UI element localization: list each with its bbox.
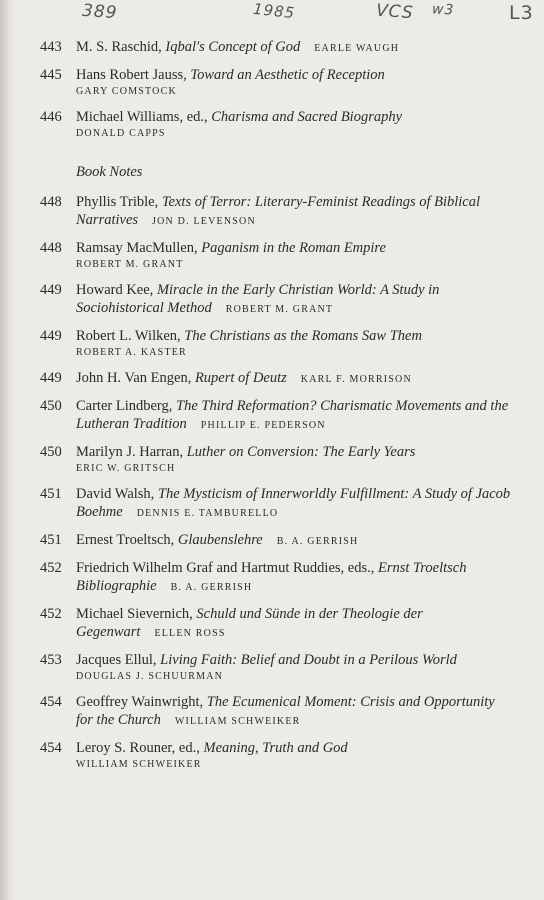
page-number: 452	[40, 606, 62, 622]
list-item	[40, 239, 515, 273]
book-author: Leroy S. Rouner, ed.,	[76, 740, 200, 756]
book-title: Meaning, Truth and God	[203, 740, 348, 756]
handwritten-note: L3	[509, 2, 534, 24]
list-item	[40, 651, 515, 685]
list-item	[40, 443, 515, 477]
book-author: Hans Robert Jauss,	[76, 67, 187, 83]
page-number: 443	[40, 39, 62, 55]
reviewer-name: ROBERT M. GRANT	[225, 304, 334, 315]
book-title: The Christians as the Romans Saw Them	[184, 328, 422, 344]
reviewer-name: DENNIS E. TAMBURELLO	[136, 508, 279, 519]
page-number: 448	[40, 194, 62, 210]
book-title: Paganism in the Roman Empire	[201, 240, 386, 256]
list-item	[40, 38, 515, 58]
review-list	[40, 38, 515, 142]
book-title: The Ecumenical Moment: Crisis and Opportunity for the Church	[76, 694, 495, 728]
book-author: Michael Williams, ed.,	[76, 109, 208, 125]
reviewer-name: PHILLIP E. PEDERSON	[200, 420, 326, 431]
handwritten-note: 1985	[252, 0, 297, 23]
book-title: Rupert of Deutz	[194, 370, 287, 386]
list-item	[40, 531, 515, 551]
page-number: 454	[40, 694, 62, 710]
page-number: 454	[40, 740, 62, 756]
page-number: 451	[40, 486, 62, 502]
page-number: 450	[40, 444, 62, 460]
reviewer-name: KARL F. MORRISON	[300, 374, 412, 385]
book-title: Miracle in the Early Christian World: A Study in Sociohistorical Method	[76, 282, 440, 316]
list-item	[40, 485, 515, 523]
book-author: Geoffrey Wainwright,	[76, 694, 204, 710]
page-number: 445	[40, 67, 62, 83]
reviewer-name: ERIC W. GRITSCH	[76, 463, 176, 474]
list-item	[40, 281, 515, 319]
reviewer-name: JON D. LEVENSON	[152, 216, 256, 227]
reviewer-name: ROBERT A. KASTER	[76, 347, 187, 358]
list-item	[40, 108, 515, 142]
book-author: Howard Kee,	[76, 282, 154, 298]
book-title: Luther on Conversion: The Early Years	[186, 444, 416, 460]
book-title: Charisma and Sacred Biography	[211, 109, 403, 125]
reviewer-name: EARLE WAUGH	[314, 43, 400, 54]
book-title: Texts of Terror: Literary-Feminist Readings of Biblical Narratives	[76, 194, 481, 228]
list-item	[40, 369, 515, 389]
list-item	[40, 559, 515, 597]
book-author: Friedrich Wilhelm Graf and Hartmut Ruddies, eds.,	[76, 560, 375, 576]
handwritten-note: w3	[431, 1, 455, 19]
reviewer-name: WILLIAM SCHWEIKER	[174, 716, 301, 727]
reviewer-name: B. A. GERRISH	[276, 536, 359, 547]
list-item	[40, 605, 515, 643]
book-title: Iqbal's Concept of God	[165, 39, 301, 55]
book-title: Glaubenslehre	[177, 532, 263, 548]
page-number: 452	[40, 560, 62, 576]
reviewer-name: ELLEN ROSS	[154, 628, 226, 639]
reviewer-name: DONALD CAPPS	[76, 128, 166, 139]
reviewer-name: DOUGLAS J. SCHUURMAN	[76, 671, 224, 682]
book-author: Jacques Ellul,	[76, 652, 157, 668]
list-item	[40, 693, 515, 731]
section-heading: Book Notes	[76, 164, 143, 180]
list-item	[40, 327, 515, 361]
page-number: 448	[40, 240, 62, 256]
page-number: 450	[40, 398, 62, 414]
book-author: David Walsh,	[76, 486, 155, 502]
page-number: 451	[40, 532, 62, 548]
page-number: 449	[40, 328, 62, 344]
book-author: Ernest Troeltsch,	[76, 532, 175, 548]
book-author: M. S. Raschid,	[76, 39, 162, 55]
book-title: Ernst Troeltsch Bibliographie	[76, 560, 467, 594]
reviewer-name: ROBERT M. GRANT	[76, 259, 184, 270]
list-item	[40, 397, 515, 435]
book-notes-list	[40, 193, 515, 773]
reviewer-name: B. A. GERRISH	[170, 582, 253, 593]
book-author: Robert L. Wilken,	[76, 328, 181, 344]
list-item	[40, 193, 515, 231]
book-author: Marilyn J. Harran,	[76, 444, 184, 460]
contents-list	[40, 38, 515, 781]
book-author: Carter Lindberg,	[76, 398, 173, 414]
page-number: 446	[40, 109, 62, 125]
handwritten-note: VCS	[375, 0, 415, 24]
book-author: Ramsay MacMullen,	[76, 240, 198, 256]
book-author: John H. Van Engen,	[76, 370, 192, 386]
page-number: 449	[40, 370, 62, 386]
reviewer-name: WILLIAM SCHWEIKER	[76, 759, 202, 770]
book-title: Toward an Aesthetic of Reception	[190, 67, 385, 83]
list-item	[40, 66, 515, 100]
list-item	[40, 739, 515, 773]
reviewer-name: GARY COMSTOCK	[76, 86, 177, 97]
page-number: 449	[40, 282, 62, 298]
book-title: The Mysticism of Innerworldly Fulfillment: A Study of Jacob Boehme	[76, 486, 511, 520]
book-author: Michael Sievernich,	[76, 606, 193, 622]
handwritten-note: 389	[81, 0, 119, 24]
book-title: Living Faith: Belief and Doubt in a Perilous World	[160, 652, 457, 668]
page-binding-edge	[0, 0, 16, 900]
book-title: The Third Reformation? Charismatic Movements and the Lutheran Tradition	[76, 398, 509, 432]
book-title: Schuld und Sünde in der Theologie der Gegenwart	[76, 606, 423, 640]
page-number: 453	[40, 652, 62, 668]
book-author: Phyllis Trible,	[76, 194, 159, 210]
